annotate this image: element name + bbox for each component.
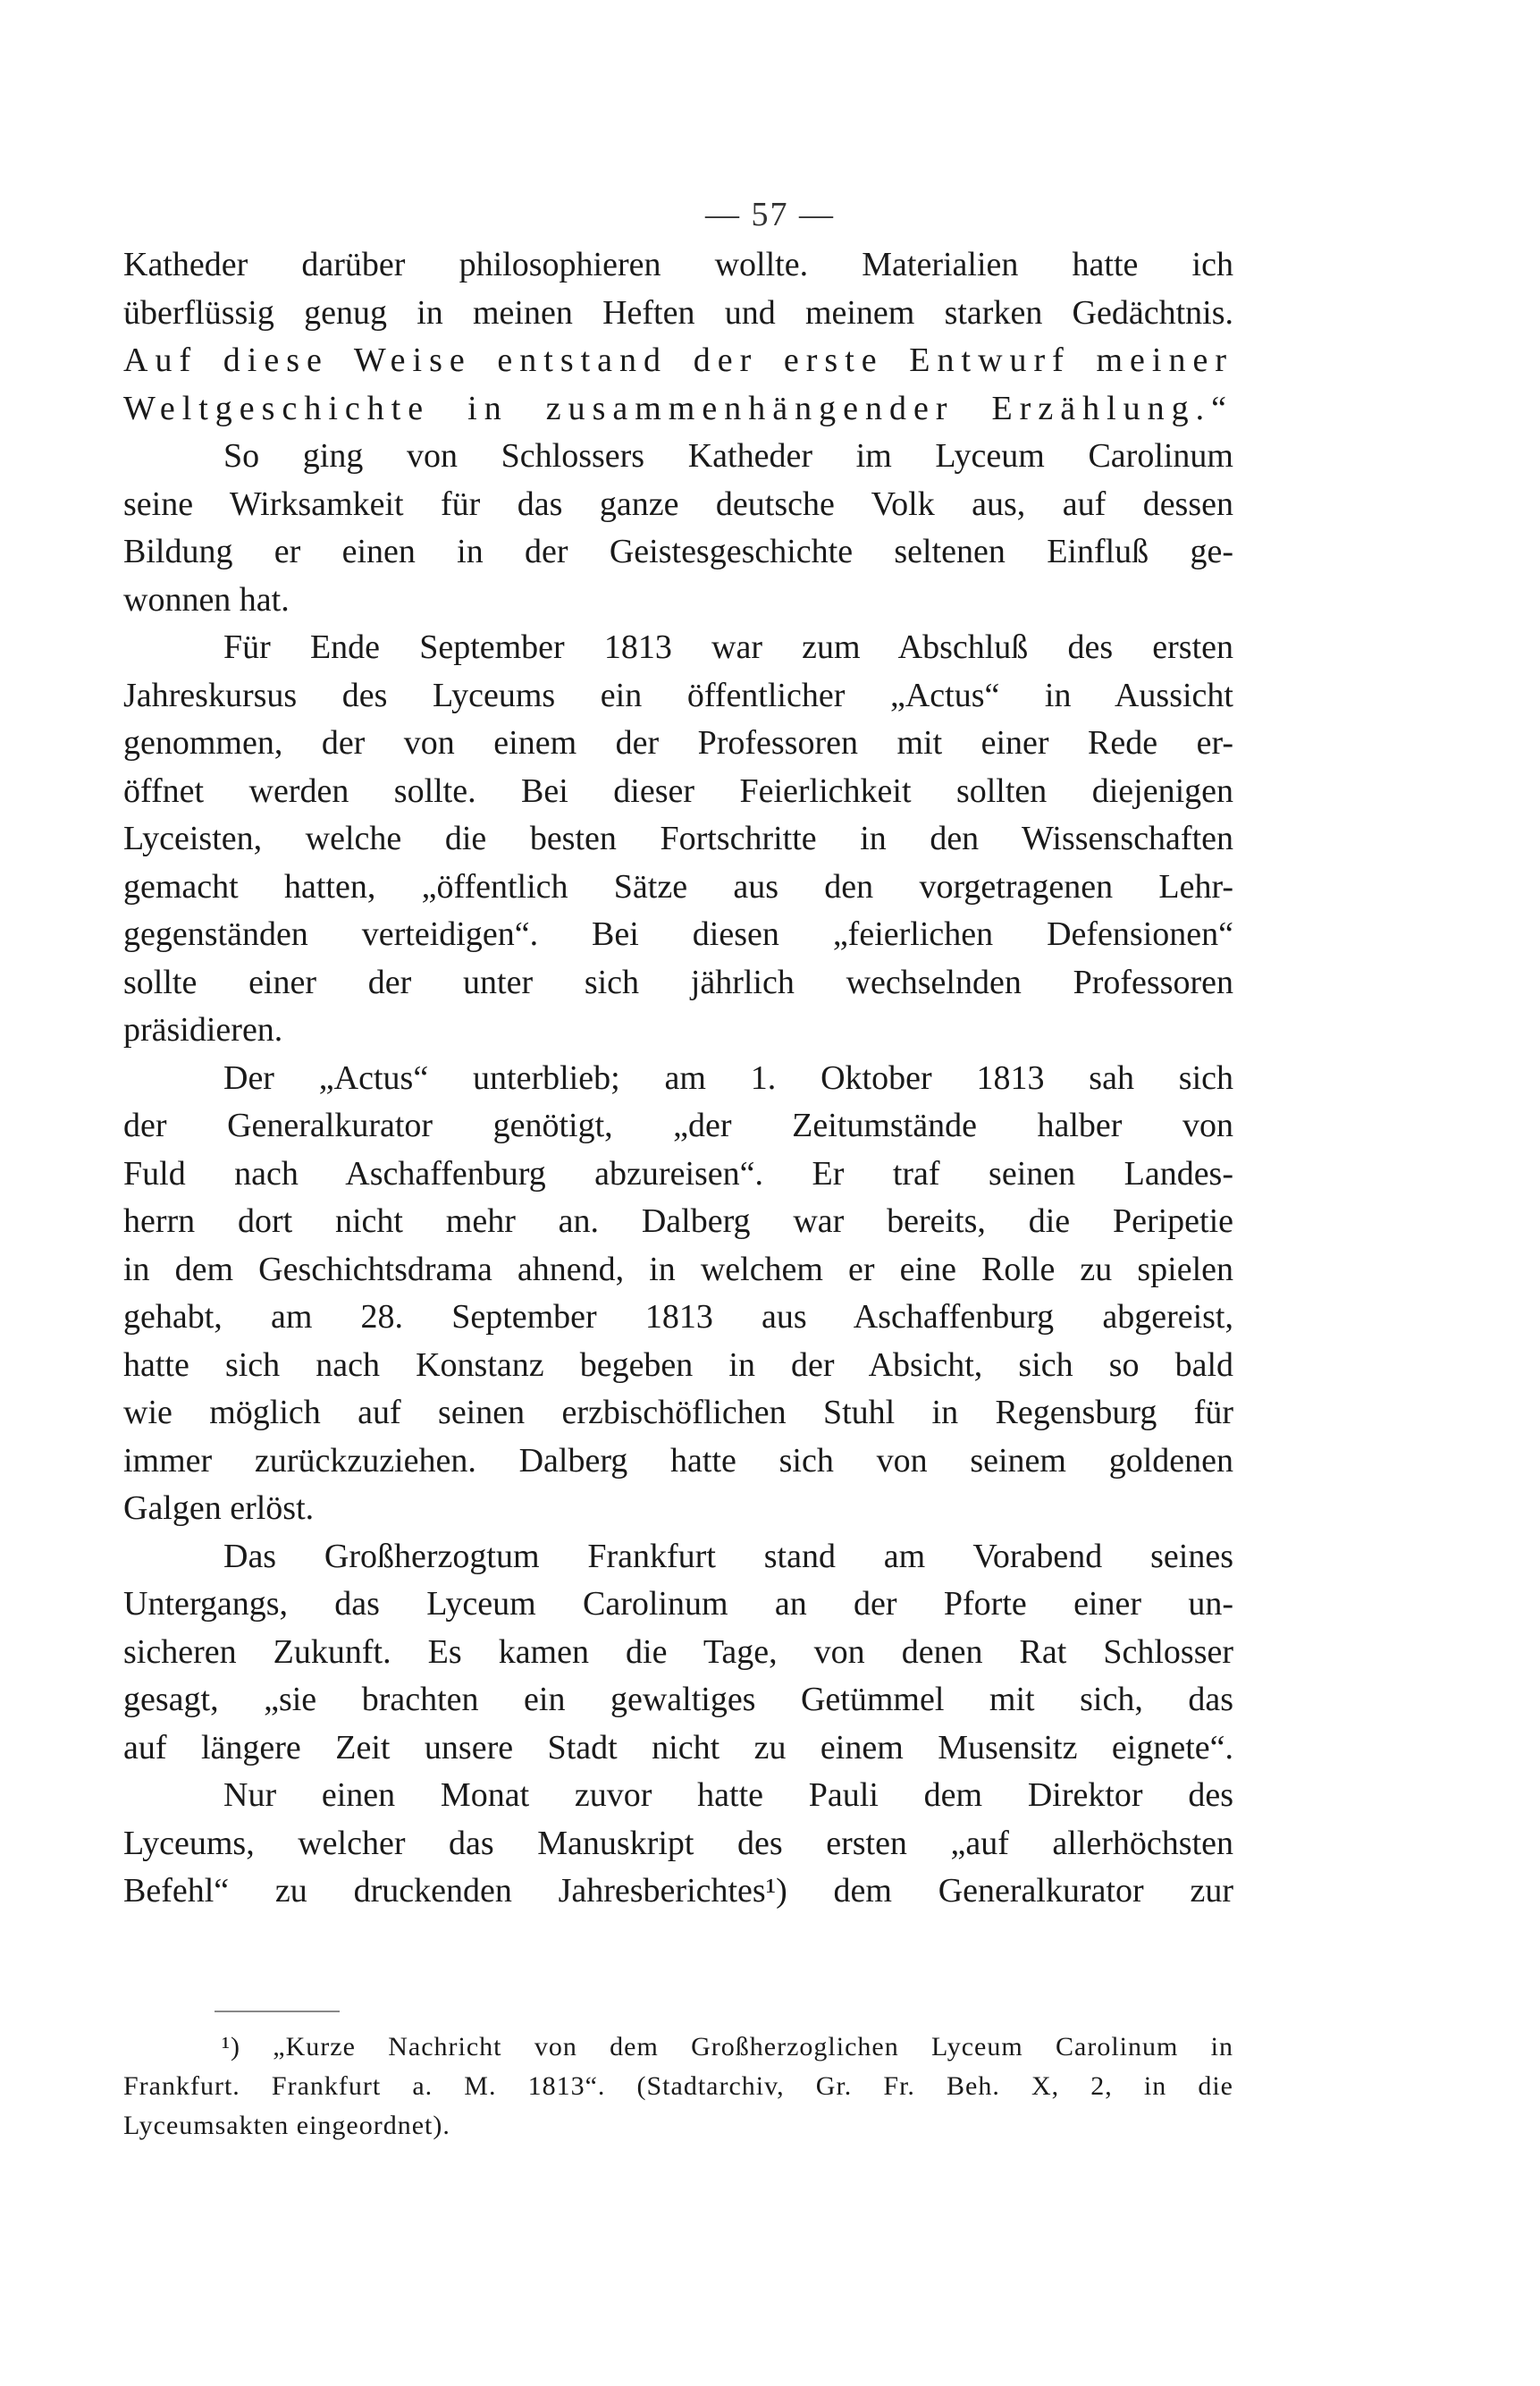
text-line: genommen, der von einem der Professoren mit einer Rede er-	[123, 724, 1233, 762]
text-line: Lyceums, welcher das Manuskript des ersten „auf allerhöchsten	[123, 1824, 1233, 1862]
text-line: Befehl“ zu druckenden Jahresberichtes¹) dem Generalkurator zur	[123, 1872, 1233, 1910]
text-line: sollte einer der unter sich jährlich wechselnden Professoren	[123, 963, 1233, 1001]
footnote-line: Lyceumsakten eingeordnet).	[123, 2111, 450, 2140]
text-line: in dem Geschichtsdrama ahnend, in welchem er eine Rolle zu spielen	[123, 1250, 1233, 1288]
paragraph-end: wonnen hat.	[123, 580, 290, 619]
page-number: — 57 —	[705, 196, 835, 233]
text-line: gehabt, am 28. September 1813 aus Aschaffenburg abgereist,	[123, 1298, 1233, 1336]
text-line: Jahreskursus des Lyceums ein öffentlicher „Actus“ in Aussicht	[123, 676, 1233, 714]
footnote	[123, 2028, 1233, 2146]
text-line: sicheren Zukunft. Es kamen die Tage, von denen Rat Schlosser	[123, 1632, 1233, 1671]
text-line-emphasized: Auf diese Weise entstand der erste Entwurf meiner	[123, 341, 1233, 379]
paragraph-start: Das Großherzogtum Frankfurt stand am Vorabend seines	[223, 1537, 1233, 1575]
text-line: der Generalkurator genötigt, „der Zeitumstände halber von	[123, 1107, 1233, 1144]
paragraph-start: So ging von Schlossers Katheder im Lyceum Carolinum	[223, 437, 1233, 475]
footnote-divider	[215, 2011, 340, 2012]
text-line: überflüssig genug in meinen Heften und meinem starken Gedächtnis.	[123, 293, 1233, 332]
body-text	[123, 241, 1233, 1916]
text-line: seine Wirksamkeit für das ganze deutsche Volk aus, auf dessen	[123, 485, 1233, 523]
text-line: wie möglich auf seinen erzbischöflichen Stuhl in Regensburg für	[123, 1394, 1233, 1431]
text-line-emphasized: Weltgeschichte in zusammenhängender Erzählung.“	[123, 389, 1233, 427]
text-line: gemacht hatten, „öffentlich Sätze aus den vorgetragenen Lehr-	[123, 867, 1233, 906]
text-line: öffnet werden sollte. Bei dieser Feierlichkeit sollten diejenigen	[123, 771, 1233, 810]
text-line: Fuld nach Aschaffenburg abzureisen“. Er traf seinen Landes-	[123, 1154, 1233, 1193]
text-line: hatte sich nach Konstanz begeben in der Absicht, sich so bald	[123, 1345, 1233, 1384]
text-line: gegenständen verteidigen“. Bei diesen „feierlichen Defensionen“	[123, 915, 1233, 953]
text-line: Katheder darüber philosophieren wollte. Materialien hatte ich	[123, 246, 1233, 283]
paragraph-start: Der „Actus“ unterblieb; am 1. Oktober 1813 sah sich	[223, 1058, 1233, 1097]
text-line: Untergangs, das Lyceum Carolinum an der Pforte einer un-	[123, 1585, 1233, 1623]
text-line: gesagt, „sie brachten ein gewaltiges Getümmel mit sich, das	[123, 1681, 1233, 1718]
text-line: immer zurückzuziehen. Dalberg hatte sich von seinem goldenen	[123, 1441, 1233, 1480]
text-line: auf längere Zeit unsere Stadt nicht zu einem Musensitz eignete“.	[123, 1728, 1233, 1766]
paragraph-end: Galgen erlöst.	[123, 1489, 315, 1527]
footnote-line: Frankfurt. Frankfurt a. M. 1813“. (Stadtarchiv, Gr. Fr. Beh. X, 2, in die	[123, 2071, 1233, 2101]
paragraph-start: Nur einen Monat zuvor hatte Pauli dem Direktor des	[223, 1776, 1233, 1814]
footnote-line: ¹) „Kurze Nachricht von dem Großherzoglichen Lyceum Carolinum in	[222, 2032, 1233, 2061]
text-line: Lyceisten, welche die besten Fortschritte in den Wissenschaften	[123, 820, 1233, 857]
text-line: Bildung er einen in der Geistesgeschichte seltenen Einfluß ge-	[123, 533, 1233, 570]
paragraph-start: Für Ende September 1813 war zum Abschluß des ersten	[223, 628, 1233, 666]
text-line: herrn dort nicht mehr an. Dalberg war bereits, die Peripetie	[123, 1202, 1233, 1240]
paragraph-end: präsidieren.	[123, 1011, 283, 1049]
